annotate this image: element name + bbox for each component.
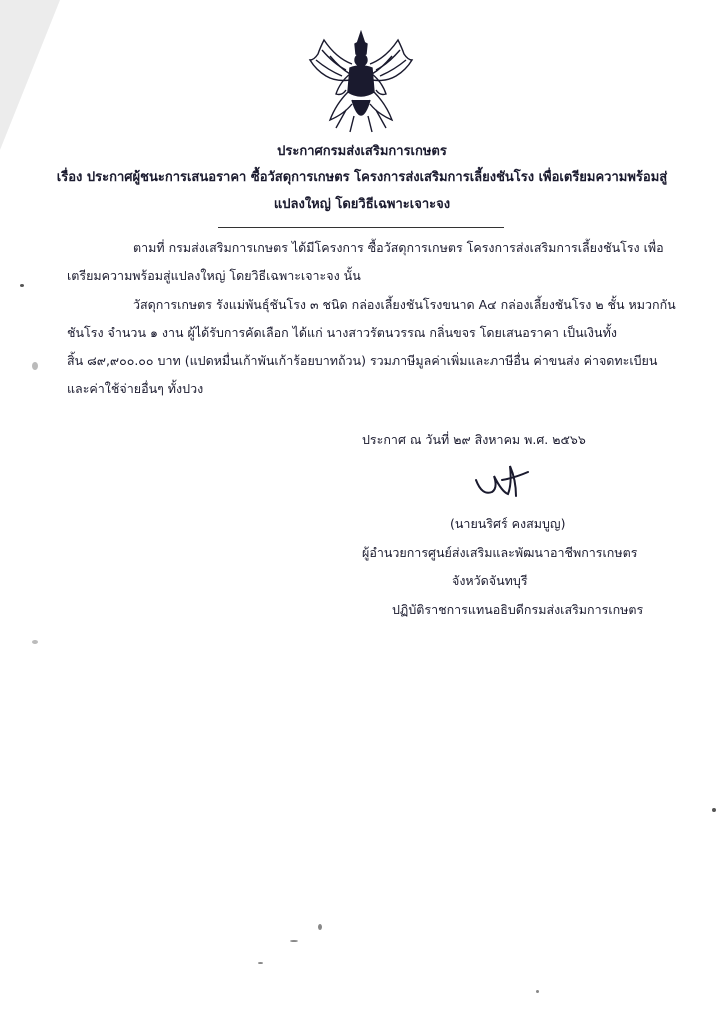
scan-speck — [32, 640, 38, 644]
scan-speck — [536, 990, 539, 993]
paragraph-2-line-1: วัสดุการเกษตร รังแม่พันธุ์ชันโรง ๓ ชนิด กล่องเลี้ยงชันโรงขนาด A๔ กล่องเลี้ยงชันโรง ๒ ชั้น หมวกกัน — [133, 297, 676, 312]
scan-speck — [712, 808, 716, 812]
handwritten-signature — [472, 462, 532, 504]
title-divider — [218, 227, 504, 228]
signer-position-2: จังหวัดจันทบุรี — [452, 573, 528, 588]
scan-speck — [20, 284, 24, 287]
signer-position-3: ปฏิบัติราชการแทนอธิบดีกรมส่งเสริมการเกษตร — [392, 602, 644, 617]
scan-speck — [258, 962, 263, 964]
signer-name: (นายนริศร์ คงสมบูญ) — [450, 516, 566, 531]
announce-date: ประกาศ ณ วันที่ ๒๙ สิงหาคม พ.ศ. ๒๕๖๖ — [362, 432, 586, 447]
scan-corner-shade — [0, 0, 60, 150]
paragraph-2-line-3: สิ้น ๘๙,๙๐๐.๐๐ บาท (แปดหมื่นเก้าพันเก้าร้อยบาทถ้วน) รวมภาษีมูลค่าเพิ่มและภาษีอื่น ค่าขนส่ง ค่าจดทะเบียน — [67, 353, 658, 368]
agency-title: ประกาศกรมส่งเสริมการเกษตร — [277, 144, 447, 159]
subject-line-1: เรื่อง ประกาศผู้ชนะการเสนอราคา ซื้อวัสดุการเกษตร โครงการส่งเสริมการเลี้ยงชันโรง เพื่อเตรียมความพร้อมสู่ — [56, 170, 668, 185]
paragraph-1-line-2: เตรียมความพร้อมสู่แปลงใหญ่ โดยวิธีเฉพาะเจาะจง นั้น — [67, 268, 361, 283]
paragraph-1-line-1: ตามที่ กรมส่งเสริมการเกษตร ได้มีโครงการ ซื้อวัสดุการเกษตร โครงการส่งเสริมการเลี้ยงชันโรง เพื่อ — [133, 240, 664, 255]
scan-speck — [290, 940, 298, 942]
subject-line-2: แปลงใหญ่ โดยวิธีเฉพาะเจาะจง — [273, 197, 451, 212]
paragraph-2-line-2: ชันโรง จำนวน ๑ งาน ผู้ได้รับการคัดเลือก ได้แก่ นางสาวรัตนวรรณ กลิ่นขจร โดยเสนอราคา เป็นเงินทั้ง — [67, 325, 617, 340]
garuda-emblem-icon — [306, 30, 416, 135]
scan-speck — [32, 362, 38, 370]
signer-position-1: ผู้อำนวยการศูนย์ส่งเสริมและพัฒนาอาชีพการเกษตร — [362, 545, 638, 560]
scan-speck — [318, 924, 322, 930]
paragraph-2-line-4: และค่าใช้จ่ายอื่นๆ ทั้งปวง — [67, 381, 204, 396]
